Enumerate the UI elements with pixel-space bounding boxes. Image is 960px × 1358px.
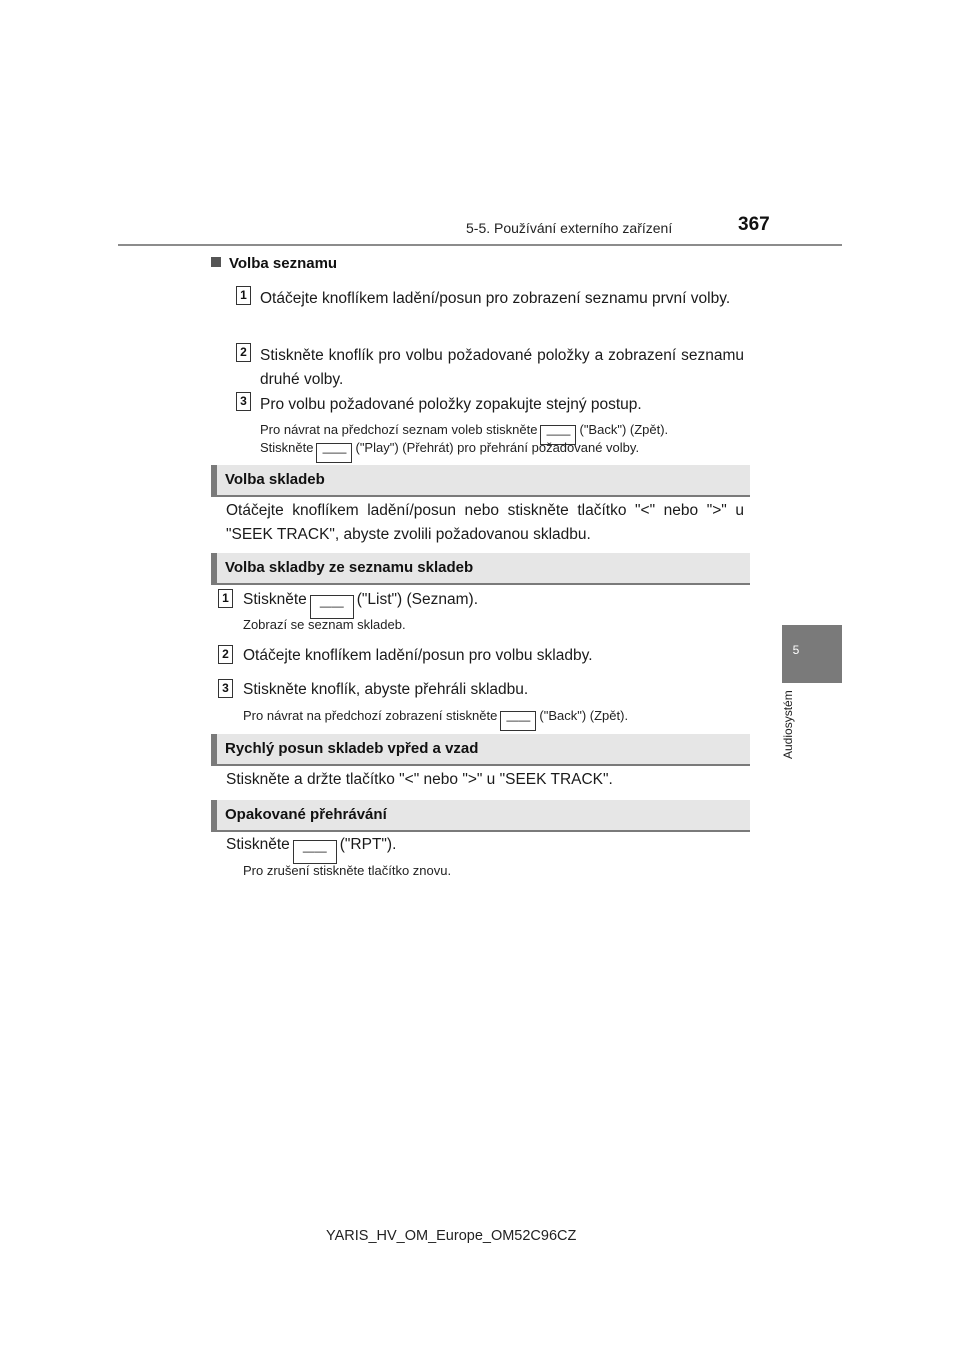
note-back: Pro návrat na předchozí zobrazení stiskněte —— ("Back") (Zpět). [243,707,743,731]
back-key-icon: —— [500,711,536,731]
list-key-icon: —— [310,595,354,619]
section-title-track-list: Volba skladby ze seznamu skladeb [225,559,474,576]
note-play: Stiskněte —— ("Play") (Přehrát) pro přehrání požadované volby. [260,439,760,463]
subsection-heading-list-select: Volba seznamu [211,255,337,272]
section-title: 5-5. Používání externího zařízení [466,220,673,236]
chapter-tab-label: Audiosystém [781,690,795,759]
section-band-track-list [211,553,750,583]
note-back: Pro návrat na předchozí seznam voleb stiskněte —— ("Back") (Zpět). [260,421,760,445]
repeat-note: Pro zrušení stiskněte tlačítko znovu. [243,863,452,878]
step-text: Otáčejte knoflíkem ladění/posun pro zobrazení seznamu první volby. [260,290,731,307]
step-note: Zobrazí se seznam skladeb. [243,617,406,632]
square-bullet-icon [211,257,221,267]
document-code: YARIS_HV_OM_Europe_OM52C96CZ [326,1228,577,1244]
section-band-fast-forward [211,734,750,764]
track-select-text: Otáčejte knoflíkem ladění/posun nebo stiskněte tlačítko "<" nebo ">" u "SEEK TRACK", abyste zvolili požadovanou skladbu. [226,502,744,543]
page-number: 367 [738,214,770,235]
step-number: 1 [218,589,233,608]
step-text: Stiskněte knoflík pro volbu požadované položky a zobrazení seznamu druhé volby. [260,347,744,388]
step-text: Otáčejte knoflíkem ladění/posun pro volbu skladby. [243,647,593,664]
fast-forward-text: Stiskněte a držte tlačítko "<" nebo ">" u "SEEK TRACK". [226,771,613,788]
step-text: Stiskněte knoflík, abyste přehráli skladbu. [243,681,529,698]
chapter-tab-number: 5 [792,643,800,657]
step-number: 2 [218,645,233,664]
header-rule [118,244,842,246]
section-title-track-select: Volba skladeb [225,471,325,488]
step-number: 2 [236,343,251,362]
rpt-key-icon: —— [293,840,337,864]
section-title-fast-forward: Rychlý posun skladeb vpřed a vzad [225,740,479,757]
section-band-repeat [211,800,750,830]
step-text: Pro volbu požadované položky zopakujte stejný postup. [260,396,642,413]
step-number: 3 [218,679,233,698]
back-key-icon: —— [540,425,576,445]
step-number: 3 [236,392,251,411]
play-key-icon: —— [316,443,352,463]
section-title-repeat: Opakované přehrávání [225,806,387,823]
section-band-track-select [211,465,750,495]
step-number: 1 [236,286,251,305]
repeat-text: Stiskněte —— ("RPT"). [226,833,746,864]
step-text: Stiskněte —— ("List") (Seznam). [243,588,743,619]
